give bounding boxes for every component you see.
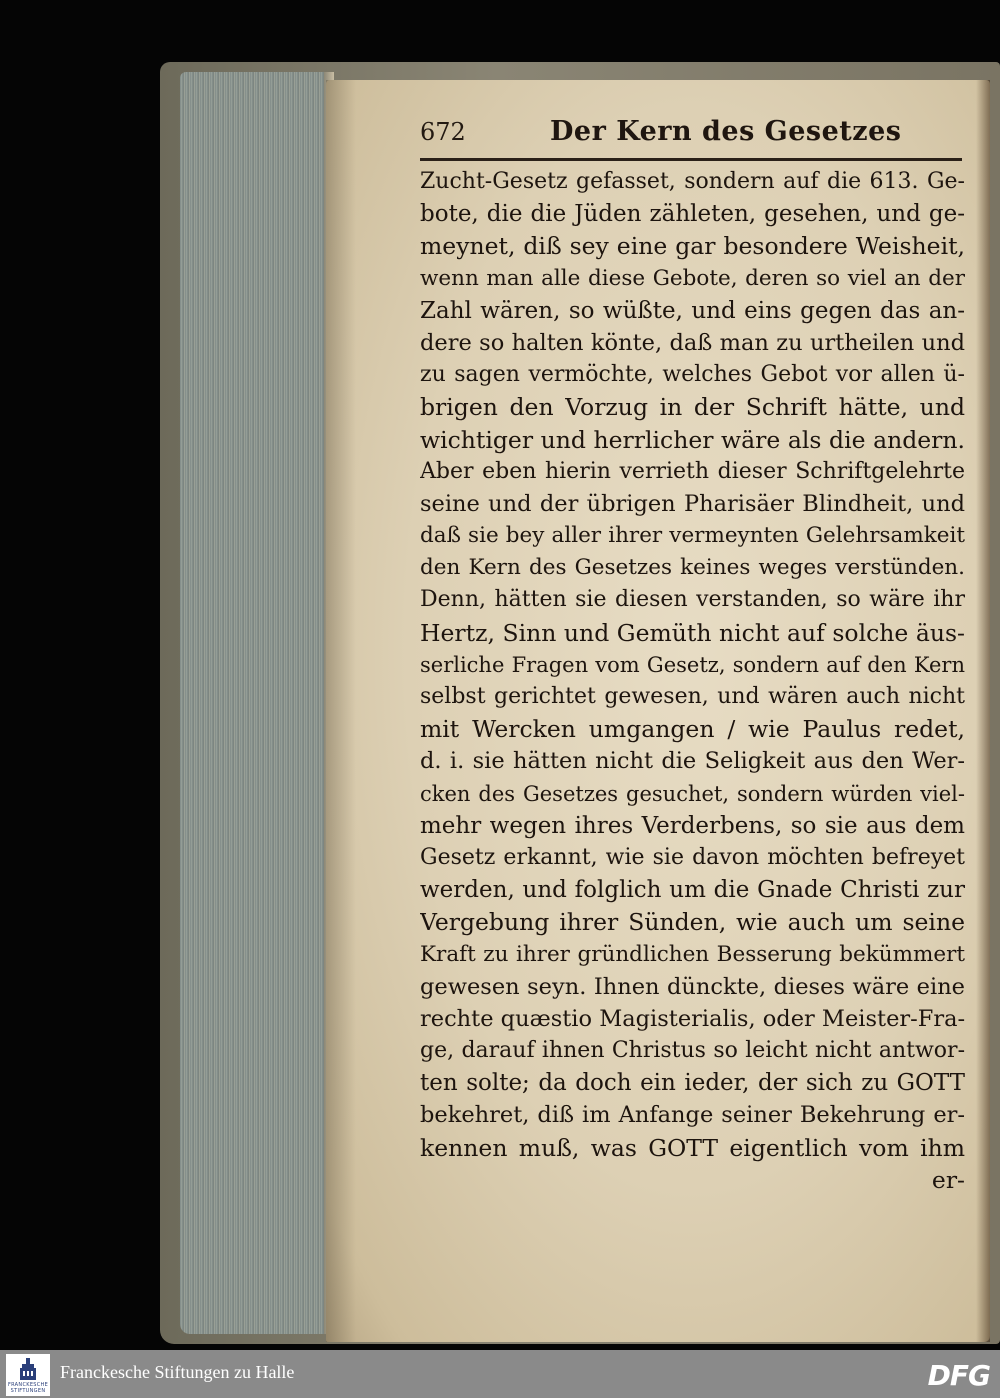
text-line: dere so halten könte, daß man zu urtheilen und: [420, 329, 965, 356]
text-line: werden, und folglich um die Gnade Christi zur: [420, 877, 965, 904]
text-line: Vergebung ihrer Sünden, wie auch um seine: [420, 908, 965, 937]
text-line: mehr wegen ihres Verderbens, so sie aus dem: [420, 812, 965, 839]
logo-text: FRANCKESCHE STIFTUNGEN: [7, 1382, 49, 1394]
text-line: Aber eben hierin verrieth dieser Schriftgelehrte: [420, 458, 965, 484]
institution-logo[interactable]: [6, 1354, 50, 1396]
text-line: cken des Gesetzes gesuchet, sondern würden viel-: [420, 781, 965, 806]
building-icon: [20, 1358, 36, 1380]
text-line: bote, die die Jüden zähleten, gesehen, und ge-: [420, 201, 965, 228]
text-line: Zahl wären, so wüßte, und eins gegen das an-: [420, 297, 965, 324]
text-line: seine und der übrigen Pharisäer Blindheit, und: [420, 490, 965, 517]
page-number: 672: [420, 118, 466, 146]
text-line: brigen den Vorzug in der Schrift hätte, und: [420, 393, 965, 422]
text-line: Kraft zu ihrer gründlichen Besserung bekümmert: [420, 941, 965, 967]
text-line: gewesen seyn. Ihnen dünckte, dieses wäre eine: [420, 973, 965, 1000]
text-line: rechte quæstio Magisterialis, oder Meister-Fra-: [420, 1005, 965, 1032]
page-header: [420, 118, 965, 158]
text-line: ge, darauf ihnen Christus so leicht nicht antwor-: [420, 1038, 965, 1064]
text-line: bekehret, diß im Anfange seiner Bekehrung er-: [420, 1102, 965, 1129]
header-rule: [420, 158, 962, 161]
text-line: serliche Fragen vom Gesetz, sondern auf den Kern: [420, 652, 965, 677]
text-line: selbst gerichtet gewesen, und wären auch nicht: [420, 684, 965, 709]
text-line: Denn, hätten sie diesen verstanden, so wäre ihr: [420, 587, 965, 613]
footer-bar: [0, 1350, 1000, 1398]
text-line: Zucht-Gesetz gefasset, sondern auf die 613. Ge-: [420, 169, 965, 194]
text-line: Gesetz erkannt, wie sie davon möchten befreyet: [420, 844, 965, 870]
text-line: wenn man alle diese Gebote, deren so viel an der: [420, 265, 965, 291]
text-line: kennen muß, was GOTT eigentlich vom ihm: [420, 1133, 965, 1162]
institution-name: Franckesche Stiftungen zu Halle: [60, 1362, 295, 1382]
running-title: Der Kern des Gesetzes: [550, 116, 902, 147]
body-text: [420, 166, 965, 1196]
text-line: daß sie bey aller ihrer vermeynten Gelehrsamkeit: [420, 523, 965, 549]
text-line: er-: [931, 1165, 965, 1194]
dfg-logo[interactable]: DFG: [927, 1359, 990, 1392]
text-line: meynet, diß sey eine gar besondere Weisheit,: [420, 232, 965, 261]
text-line: Hertz, Sinn und Gemüth nicht auf solche äus-: [420, 618, 965, 647]
text-line: zu sagen vermöchte, welches Gebot vor allen ü-: [420, 362, 965, 388]
text-line: d. i. sie hätten nicht die Seligkeit aus den Wer-: [420, 748, 965, 775]
text-line: ten solte; da doch ein ieder, der sich zu GOTT: [420, 1070, 965, 1097]
page-fore-edge: [180, 72, 330, 1334]
text-line: mit Wercken umgangen / wie Paulus redet,: [420, 715, 965, 744]
text-line: den Kern des Gesetzes keines weges verstünden.: [420, 555, 965, 581]
text-line: wichtiger und herrlicher wäre als die andern.: [420, 425, 965, 454]
